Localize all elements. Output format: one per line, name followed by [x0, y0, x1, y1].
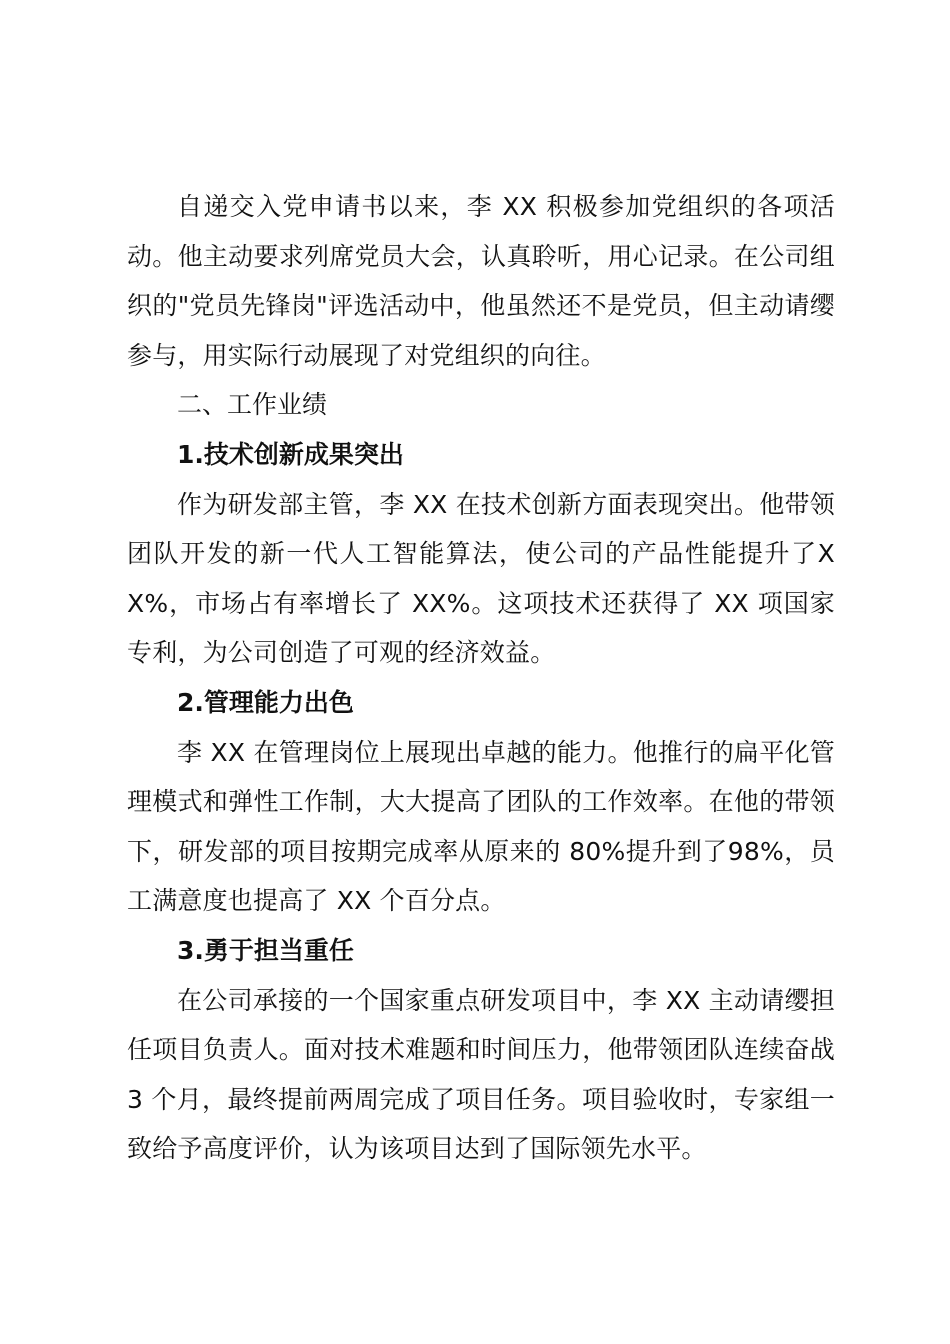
section-heading-work-achievements: 二、工作业绩: [177, 390, 328, 420]
subheading-responsibility: 3.勇于担当重任: [177, 935, 354, 965]
paragraph-management: 李 XX 在管理岗位上展现出卓越的能力。他推行的扁平化管理模式和弹性工作制，大大提高了团队的工作效率。在他的带领下，研发部的项目按期完成率从原来的 80%提升到了98%，员工满意度也提高了 XX 个百分点。: [127, 737, 835, 916]
paragraph-responsibility: 在公司承接的一个国家重点研发项目中，李 XX 主动请缨担任项目负责人。面对技术难题和时间压力，他带领团队连续奋战 3 个月，最终提前两周完成了项目任务。项目验收时，专家组一致给予高度评价，认为该项目达到了国际领先水平。: [127, 985, 835, 1164]
paragraph-tech-innovation: 作为研发部主管，李 XX 在技术创新方面表现突出。他带领团队开发的新一代人工智能算法，使公司的产品性能提升了XX%，市场占有率增长了 XX%。这项技术还获得了 XX 项国家专利，为公司创造了可观的经济效益。: [127, 489, 835, 668]
paragraph-party-activities: 自递交入党申请书以来，李 XX 积极参加党组织的各项活动。他主动要求列席党员大会，认真聆听，用心记录。在公司组织的"党员先锋岗"评选活动中，他虽然还不是党员，但主动请缨参与，用实际行动展现了对党组织的向往。: [127, 192, 835, 370]
subheading-management: 2.管理能力出色: [177, 687, 354, 717]
subheading-tech-innovation: 1.技术创新成果突出: [177, 439, 404, 469]
document-page: [127, 182, 835, 1174]
